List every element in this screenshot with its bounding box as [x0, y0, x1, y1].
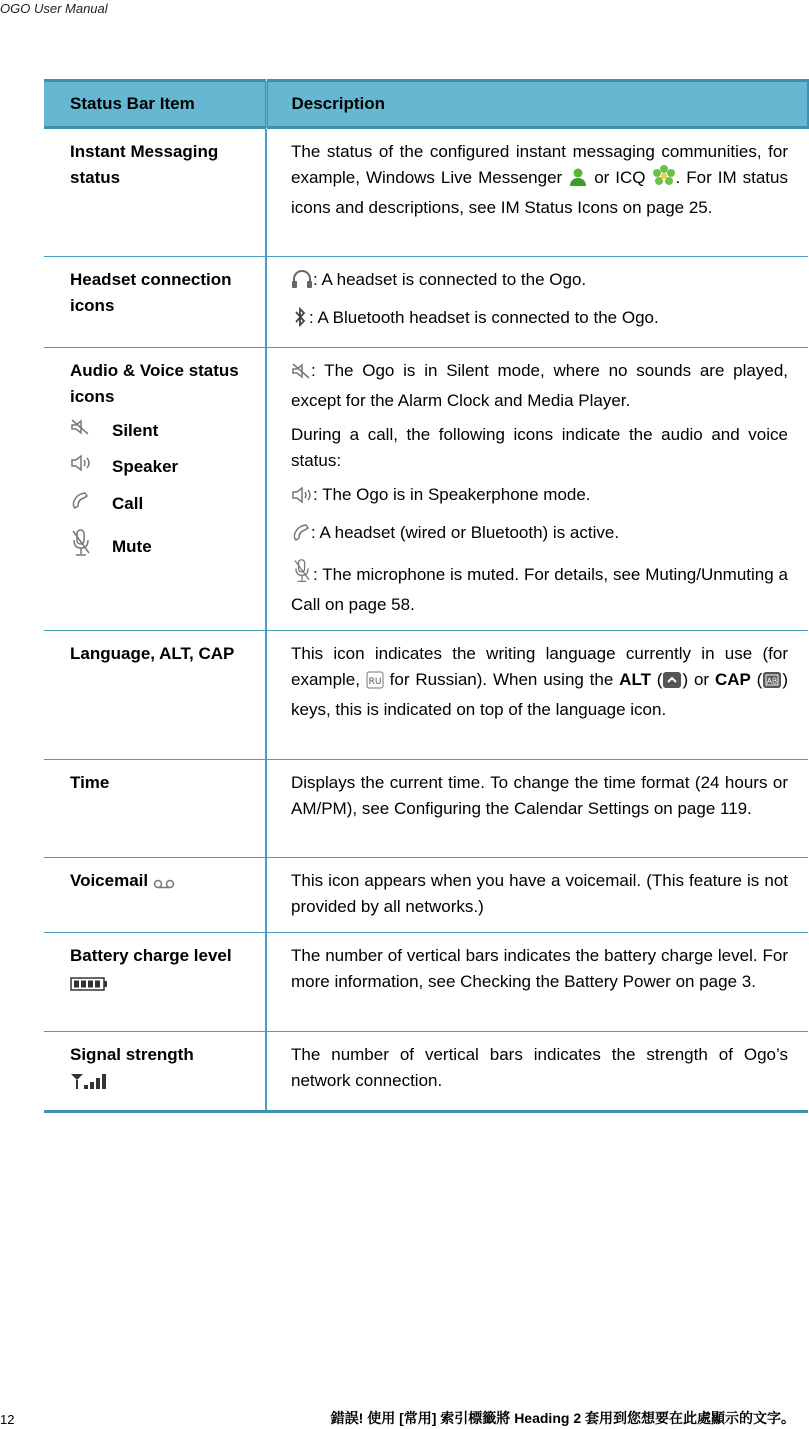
item-title: Audio & Voice status icons [70, 361, 239, 406]
svg-text:RU: RU [368, 677, 382, 687]
footer-error-text: 錯誤! 使用 [常用] 索引標籤將 Heading 2 套用到您想要在此處顯示的文字。 [330, 1410, 795, 1426]
column-header-item: Status Bar Item [44, 81, 266, 128]
svg-text:AB: AB [767, 676, 778, 686]
description-cell: : A headset is connected to the Ogo. : A Bluetooth headset is connected to the Ogo. [266, 257, 808, 348]
sub-item-silent: Silent [70, 418, 247, 444]
description-cell: The number of vertical bars indicates the strength of Ogo’s network connection. [266, 1032, 808, 1112]
voicemail-icon [153, 872, 175, 898]
status-bar-table [44, 79, 809, 1113]
item-cell: Voicemail [44, 858, 266, 933]
description-cell: Displays the current time. To change the time format (24 hours or AM/PM), see Configuring the Calendar Settings on page 119. [266, 760, 808, 858]
description-cell: The number of vertical bars indicates the battery charge level. For more information, see Checking the Battery Power on page 3. [266, 933, 808, 1032]
icq-flower-icon [652, 165, 676, 195]
item-cell: Instant Messaging status [44, 128, 266, 257]
headset-icon [291, 269, 313, 297]
sub-item-speaker: Speaker [70, 454, 247, 480]
bluetooth-icon [291, 307, 309, 335]
sub-item-call: Call [70, 490, 247, 518]
mute-icon [291, 558, 313, 592]
table-row [44, 257, 808, 348]
speaker-icon [70, 454, 92, 480]
signal-strength-icon [70, 1072, 108, 1098]
alt-key-icon [662, 671, 682, 697]
sub-item-mute: Mute [70, 528, 247, 566]
table-row [44, 128, 808, 257]
battery-icon [70, 973, 108, 999]
speaker-icon [291, 486, 313, 512]
mute-icon [70, 528, 92, 566]
call-icon [291, 522, 311, 550]
table-row [44, 1032, 808, 1112]
item-cell: Time [44, 760, 266, 858]
silent-icon [70, 418, 92, 444]
column-header-description: Description [266, 81, 808, 128]
running-head: OGO User Manual [0, 1, 108, 16]
table-header-row [44, 81, 808, 128]
cap-key-icon [762, 671, 782, 697]
table-row [44, 858, 808, 933]
description-cell: : The Ogo is in Silent mode, where no sounds are played, except for the Alarm Clock and Media Player. During a call, the following icons indicate the audio and voice status: : The Ogo is in Speakerphone mode. : A headset (wired or Bluetooth) is active. : The microphone is muted. For details, see Muting/Unmuting a Call on page 58. [266, 348, 808, 631]
page-number: 12 [0, 1412, 15, 1427]
description-cell: This icon appears when you have a voicemail. (This feature is not provided by all networks.) [266, 858, 808, 933]
description-cell: This icon indicates the writing language currently in use (for example, RU for Russian). When using the ALT ( ) or CAP ( AB ) keys, this is indicated on top of the language icon. [266, 631, 808, 760]
item-cell [44, 348, 266, 631]
description-cell: The status of the configured instant messaging communities, for example, Windows Live Messenger or ICQ . For IM status icons and descriptions, see IM Status Icons on page 25. [266, 128, 808, 257]
messenger-icon [568, 167, 588, 195]
table-row [44, 348, 808, 631]
russian-language-icon [366, 671, 384, 697]
table-row [44, 760, 808, 858]
item-cell: Signal strength [44, 1032, 266, 1112]
item-cell: Language, ALT, CAP [44, 631, 266, 760]
item-cell: Battery charge level [44, 933, 266, 1032]
call-icon [70, 490, 92, 518]
silent-icon [291, 362, 311, 388]
table-row [44, 933, 808, 1032]
table-row [44, 631, 808, 760]
item-cell: Headset connection icons [44, 257, 266, 348]
